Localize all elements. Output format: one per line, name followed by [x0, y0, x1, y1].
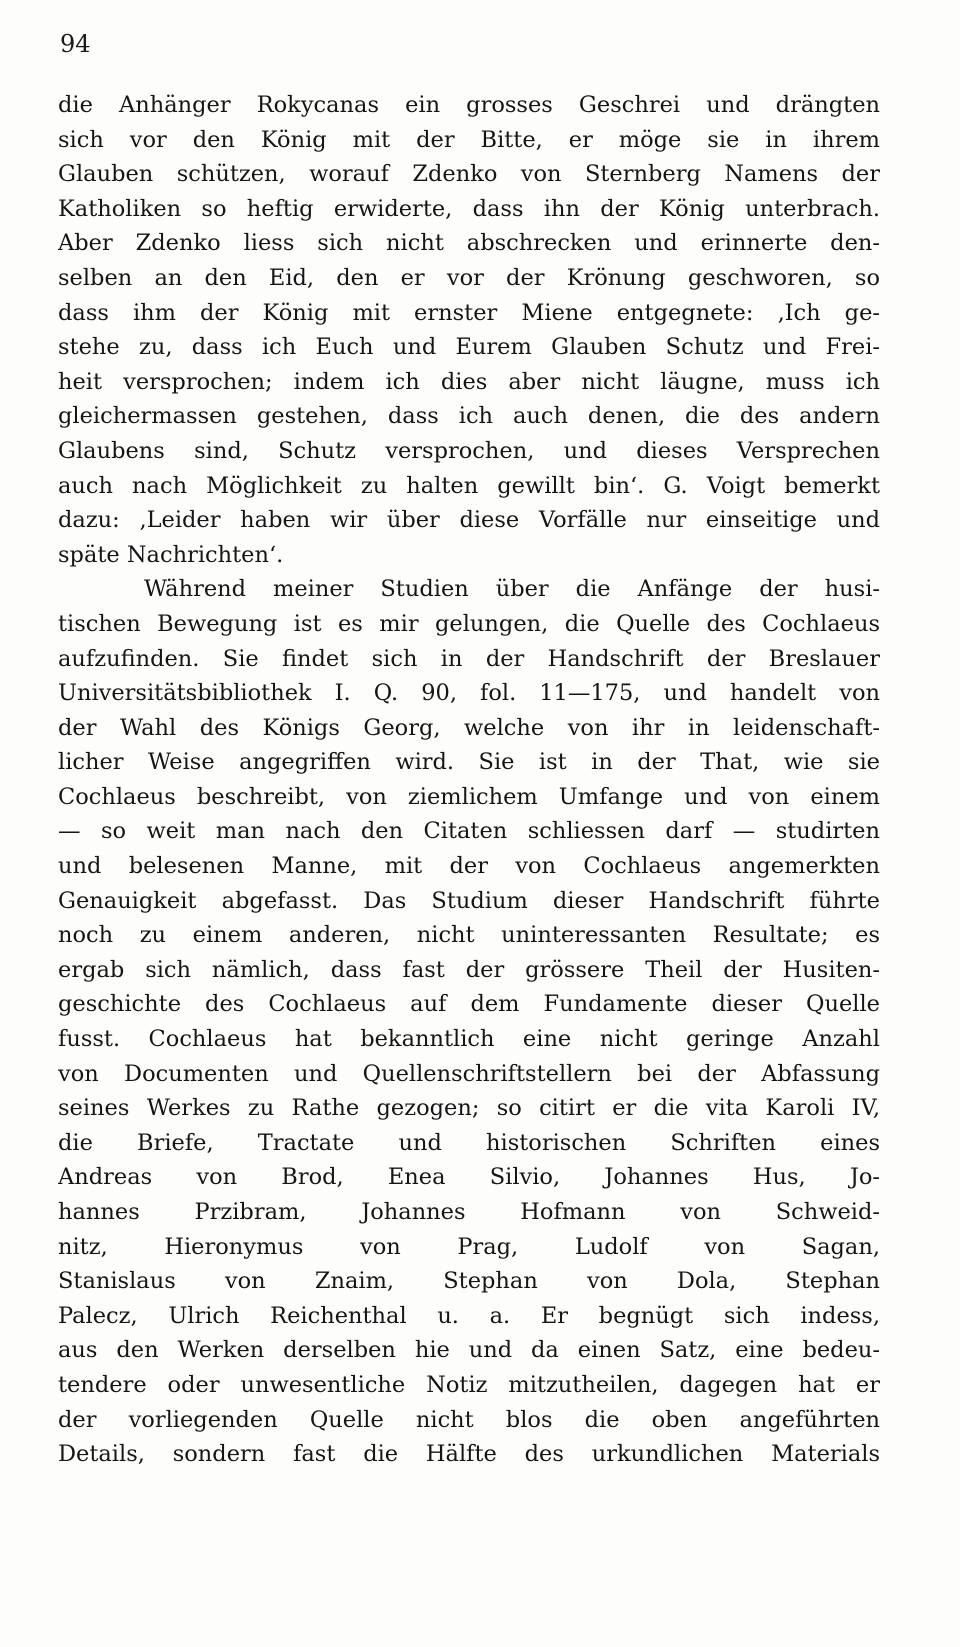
text-line: tischen Bewegung ist es mir gelungen, die Quelle des Cochlaeus: [58, 610, 880, 637]
text-line: Aber Zdenko liess sich nicht abschrecken und erinnerte den-: [58, 230, 880, 257]
text-line: Universitätsbibliothek I. Q. 90, fol. 11—175, und handelt von: [58, 680, 880, 707]
text-line: die Anhänger Rokycanas ein grosses Geschrei und drängten: [58, 92, 880, 118]
text-line: stehe zu, dass ich Euch und Eurem Glauben Schutz und Frei-: [58, 334, 880, 361]
text-line: die Briefe, Tractate und historischen Schriften eines: [58, 1129, 880, 1156]
text-line: licher Weise angegriffen wird. Sie ist in der That, wie sie: [58, 749, 880, 776]
text-line: heit versprochen; indem ich dies aber nicht läugne, muss ich: [58, 368, 880, 395]
text-line: selben an den Eid, den er vor der Krönung geschworen, so: [58, 264, 880, 291]
text-line: der Wahl des Königs Georg, welche von ihr in leidenschaft-: [58, 714, 880, 741]
text-line: Details, sondern fast die Hälfte des urkundlichen Materials: [58, 1441, 880, 1468]
text-line: der vorliegenden Quelle nicht blos die oben angeführten: [58, 1406, 880, 1433]
text-line: aufzufinden. Sie findet sich in der Handschrift der Breslauer: [58, 645, 880, 672]
text-line: seines Werkes zu Rathe gezogen; so citirt er die vita Karoli IV,: [58, 1095, 880, 1122]
text-line: Katholiken so heftig erwiderte, dass ihn der König unterbrach.: [58, 195, 880, 222]
text-line: aus den Werken derselben hie und da einen Satz, eine bedeu-: [58, 1337, 880, 1364]
text-line: dazu: ‚Leider haben wir über diese Vorfälle nur einseitige und: [58, 507, 880, 534]
text-line: ergab sich nämlich, dass fast der grössere Theil der Husiten-: [58, 956, 880, 983]
text-line: späte Nachrichten‘.: [58, 541, 284, 568]
text-line: gleichermassen gestehen, dass ich auch denen, die des andern: [58, 403, 880, 430]
text-line: Andreas von Brod, Enea Silvio, Johannes Hus, Jo-: [58, 1164, 880, 1191]
text-line: von Documenten und Quellenschriftstellern bei der Abfassung: [58, 1060, 880, 1087]
text-line: Glauben schützen, worauf Zdenko von Sternberg Namens der: [58, 161, 880, 188]
text-line: noch zu einem anderen, nicht uninteressanten Resultate; es: [58, 922, 880, 949]
text-line: Stanislaus von Znaim, Stephan von Dola, Stephan: [58, 1268, 880, 1295]
body-text: [58, 88, 880, 1472]
text-line: und belesenen Manne, mit der von Cochlaeus angemerkten: [58, 853, 880, 880]
text-line: hannes Przibram, Johannes Hofmann von Schweid-: [58, 1199, 880, 1225]
text-line: fusst. Cochlaeus hat bekanntlich eine nicht geringe Anzahl: [58, 1026, 880, 1053]
page-number: 94: [60, 30, 91, 58]
text-line: tendere oder unwesentliche Notiz mitzutheilen, dagegen hat er: [58, 1371, 880, 1398]
text-line: auch nach Möglichkeit zu halten gewillt bin‘. G. Voigt bemerkt: [58, 472, 880, 499]
text-line: Cochlaeus beschreibt, von ziemlichem Umfange und von einem: [58, 783, 880, 810]
text-line: dass ihm der König mit ernster Miene entgegnete: ‚Ich ge-: [58, 299, 880, 326]
text-line: Glaubens sind, Schutz versprochen, und dieses Versprechen: [58, 437, 880, 464]
text-line: Während meiner Studien über die Anfänge der husi-: [144, 576, 880, 603]
text-line: sich vor den König mit der Bitte, er möge sie in ihrem: [58, 126, 880, 153]
text-line: Genauigkeit abgefasst. Das Studium dieser Handschrift führte: [58, 887, 880, 914]
text-line: — so weit man nach den Citaten schliessen darf — studirten: [58, 818, 880, 845]
text-line: Palecz, Ulrich Reichenthal u. a. Er begnügt sich indess,: [58, 1302, 880, 1329]
text-line: geschichte des Cochlaeus auf dem Fundamente dieser Quelle: [58, 991, 880, 1018]
text-line: nitz, Hieronymus von Prag, Ludolf von Sagan,: [58, 1233, 880, 1260]
